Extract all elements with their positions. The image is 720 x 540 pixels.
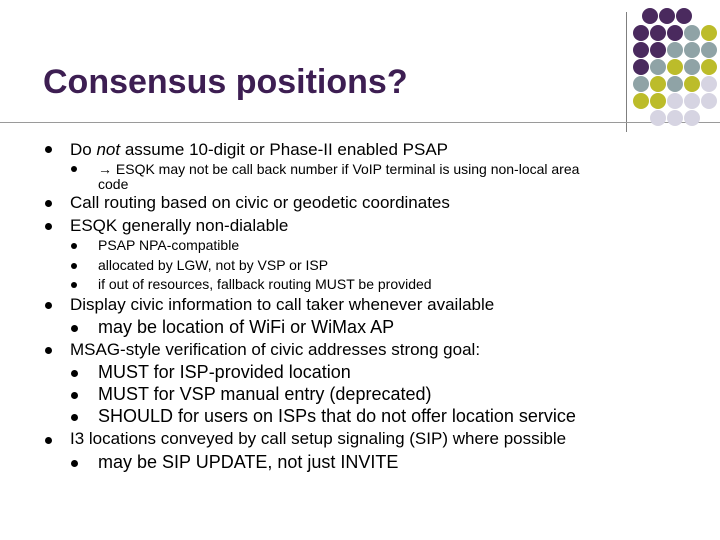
sub-bullet-item: allocated by LGW, not by VSP or ISP xyxy=(98,257,329,273)
sub-bullet-marker xyxy=(71,243,77,249)
sub-bullet-marker xyxy=(71,325,78,332)
sub-bullet-item: if out of resources, fallback routing MUST be provided xyxy=(98,276,432,292)
sub-bullet-item: PSAP NPA-compatible xyxy=(98,237,240,253)
sub-bullet-item: MUST for VSP manual entry (deprecated) xyxy=(98,384,432,404)
bullet-marker xyxy=(45,223,52,230)
sub-bullet-marker xyxy=(71,460,78,467)
bullet-marker xyxy=(45,302,52,309)
bullet-text-pre: Do xyxy=(70,140,97,159)
sub-bullet-item: SHOULD for users on ISPs that do not offer location service xyxy=(98,406,576,426)
sub-bullet-item: MUST for ISP-provided location xyxy=(98,362,351,382)
sub-bullet-marker xyxy=(71,370,78,377)
bullet-item: MSAG-style verification of civic addresses strong goal: xyxy=(70,340,481,359)
bullet-item: ESQK generally non-dialable xyxy=(70,216,289,235)
bullet-text-post: assume 10-digit or Phase-II enabled PSAP xyxy=(120,140,449,159)
sub-bullet-continuation: code xyxy=(98,176,129,192)
sub-bullet-marker xyxy=(71,414,78,421)
bullet-item: I3 locations conveyed by call setup signaling (SIP) where possible xyxy=(70,429,567,448)
bullet-marker xyxy=(45,347,52,354)
bullet-item: Display civic information to call taker whenever available xyxy=(70,295,495,314)
bullet-item xyxy=(70,140,448,160)
sub-bullet-marker xyxy=(71,263,77,269)
bullet-marker xyxy=(45,200,52,207)
bullet-marker xyxy=(45,437,52,444)
slide-title: Consensus positions? xyxy=(43,63,408,101)
bullet-marker xyxy=(45,146,52,153)
bullet-text-emphasis: not xyxy=(96,140,121,159)
sub-bullet-item: may be location of WiFi or WiMax AP xyxy=(98,317,395,337)
sub-bullet-marker xyxy=(71,392,78,399)
sub-bullet-marker xyxy=(71,282,77,288)
sub-bullet-marker xyxy=(71,166,77,172)
sub-bullet-item: → ESQK may not be call back number if VoIP terminal is using non-local area xyxy=(98,161,580,177)
sub-bullet-item: may be SIP UPDATE, not just INVITE xyxy=(98,452,399,472)
bullet-item: Call routing based on civic or geodetic coordinates xyxy=(70,193,450,212)
